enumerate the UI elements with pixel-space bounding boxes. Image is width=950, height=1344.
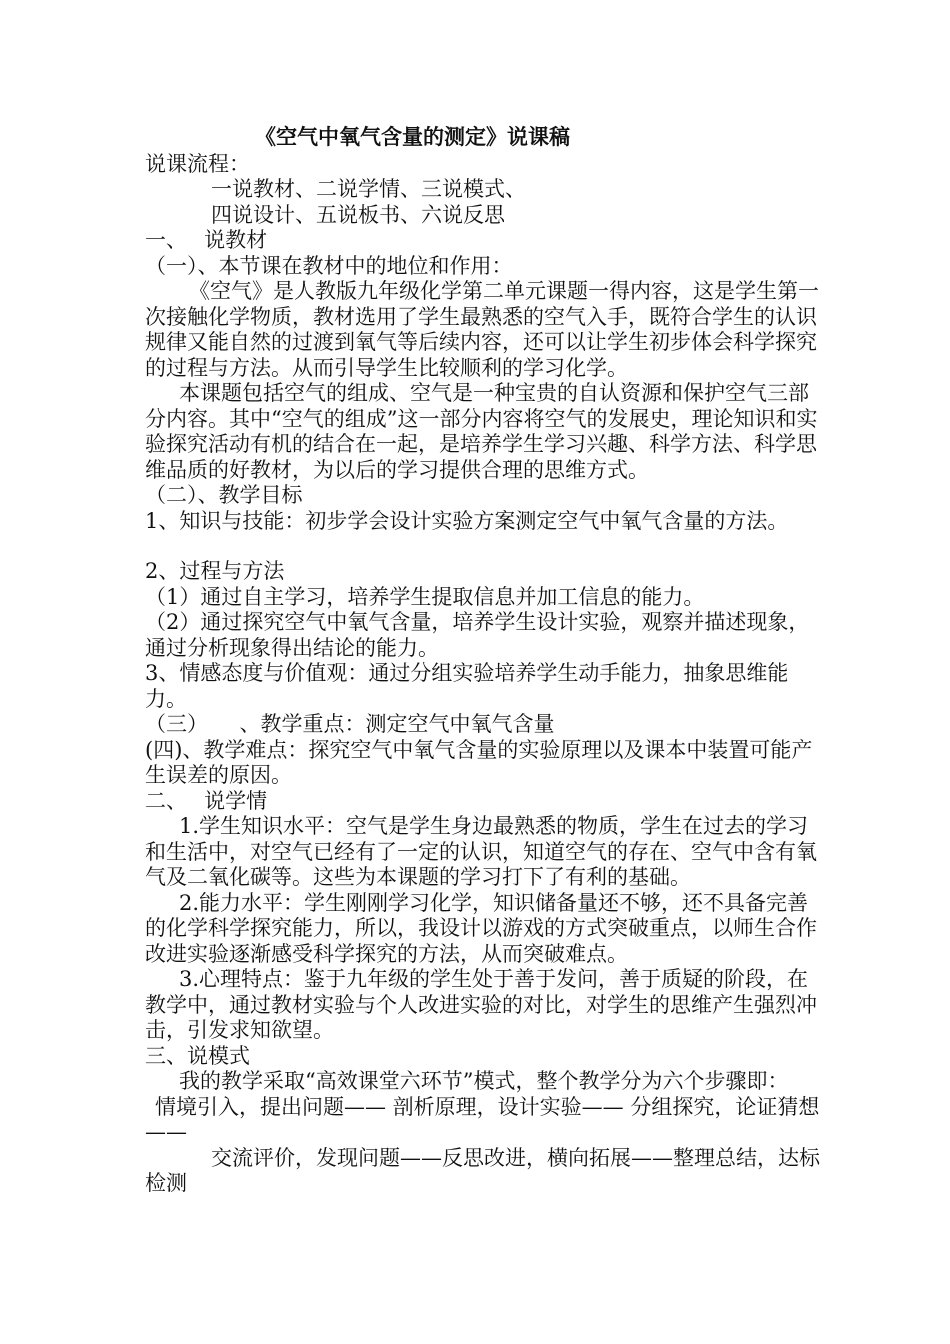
document-title: 《空气中氧气含量的测定》说课稿 xyxy=(255,124,570,149)
goal-knowledge: 1、知识与技能：初步学会设计实验方案测定空气中氧气含量的方法。 xyxy=(145,508,789,533)
goal-process-item-2: （2）通过探究空气中氧气含量，培养学生设计实验，观察并描述现象，通过分析现象得出结论的能力。 xyxy=(145,610,810,660)
teaching-key-point: （三） 、教学重点：测定空气中氧气含量 xyxy=(145,712,555,736)
flow-line-1: 一说教材、二说学情、三说模式、 xyxy=(211,177,526,201)
subsection-heading-1: （一）、本节课在教材中的地位和作用： xyxy=(145,253,513,278)
goal-process-item-1: （1）通过自主学习，培养学生提取信息并加工信息的能力。 xyxy=(145,584,705,609)
flow-label: 说课流程： xyxy=(145,151,250,176)
section-heading-3: 三、说模式 xyxy=(145,1043,250,1068)
goal-attitude: 3、情感态度与价值观：通过分组实验培养学生动手能力，抽象思维能力。 xyxy=(145,661,789,711)
paragraph-2: 本课题包括空气的组成、空气是一种宝贵的自认资源和保护空气三部分内容。其中“空气的组成”这一部分内容将空气的发展史，理论知识和实验探究活动有机的结合在一起，是培养学生学习兴趣、科学方法、科学思维品质的好教材，为以后的学习提供合理的思维方式。 xyxy=(145,381,818,482)
mode-steps-line-1: 情境引入，提出问题—— 剖析原理，设计实验—— 分组探究，论证猜想—— xyxy=(145,1094,820,1144)
student-ability-level: 2.能力水平：学生刚刚学习化学，知识储备量还不够，还不具备完善的化学科学探究能力，所以，我设计以游戏的方式突破重点，以师生合作改进实验逐渐感受科学探究的方法，从而突破难点。 xyxy=(145,890,817,966)
subsection-heading-2: （二）、教学目标 xyxy=(145,483,303,507)
mode-paragraph: 我的教学采取“高效课堂六环节”模式，整个教学分为六个步骤即： xyxy=(179,1069,789,1093)
goal-process: 2、过程与方法 xyxy=(145,559,285,583)
flow-line-2: 四说设计、五说板书、六说反思 xyxy=(211,202,505,227)
section-heading-2: 二、 说学情 xyxy=(145,788,268,813)
section-heading-1: 一、 说教材 xyxy=(145,228,268,252)
student-psychology: 3.心理特点：鉴于九年级的学生处于善于发问，善于质疑的阶段，在教学中，通过教材实验与个人改进实验的对比，对学生的思维产生强烈冲击，引发求知欲望。 xyxy=(145,967,817,1042)
blank-line xyxy=(145,534,825,559)
teaching-difficulty: (四)、教学难点：探究空气中氧气含量的实验原理以及课本中装置可能产生误差的原因。 xyxy=(145,737,813,787)
student-knowledge-level: 1.学生知识水平：空气是学生身边最熟悉的物质，学生在过去的学习和生活中，对空气已经有了一定的认识，知道空气的存在、空气中含有氧气及二氧化碳等。这些为本课题的学习打下了有利的基础。 xyxy=(145,814,817,889)
mode-steps-line-2: 交流评价，发现问题——反思改进，横向拓展——整理总结，达标检测 xyxy=(145,1145,820,1195)
paragraph-1: 《空气》是人教版九年级化学第二单元课题一得内容，这是学生第一次接触化学物质，教材选用了学生最熟悉的空气入手，既符合学生的认识规律又能自然的过渡到氧气等后续内容，还可以让学生初步体会科学探究的过程与方法。从而引导学生比较顺利的学习化学。 xyxy=(145,279,819,380)
document-body xyxy=(145,124,825,1197)
